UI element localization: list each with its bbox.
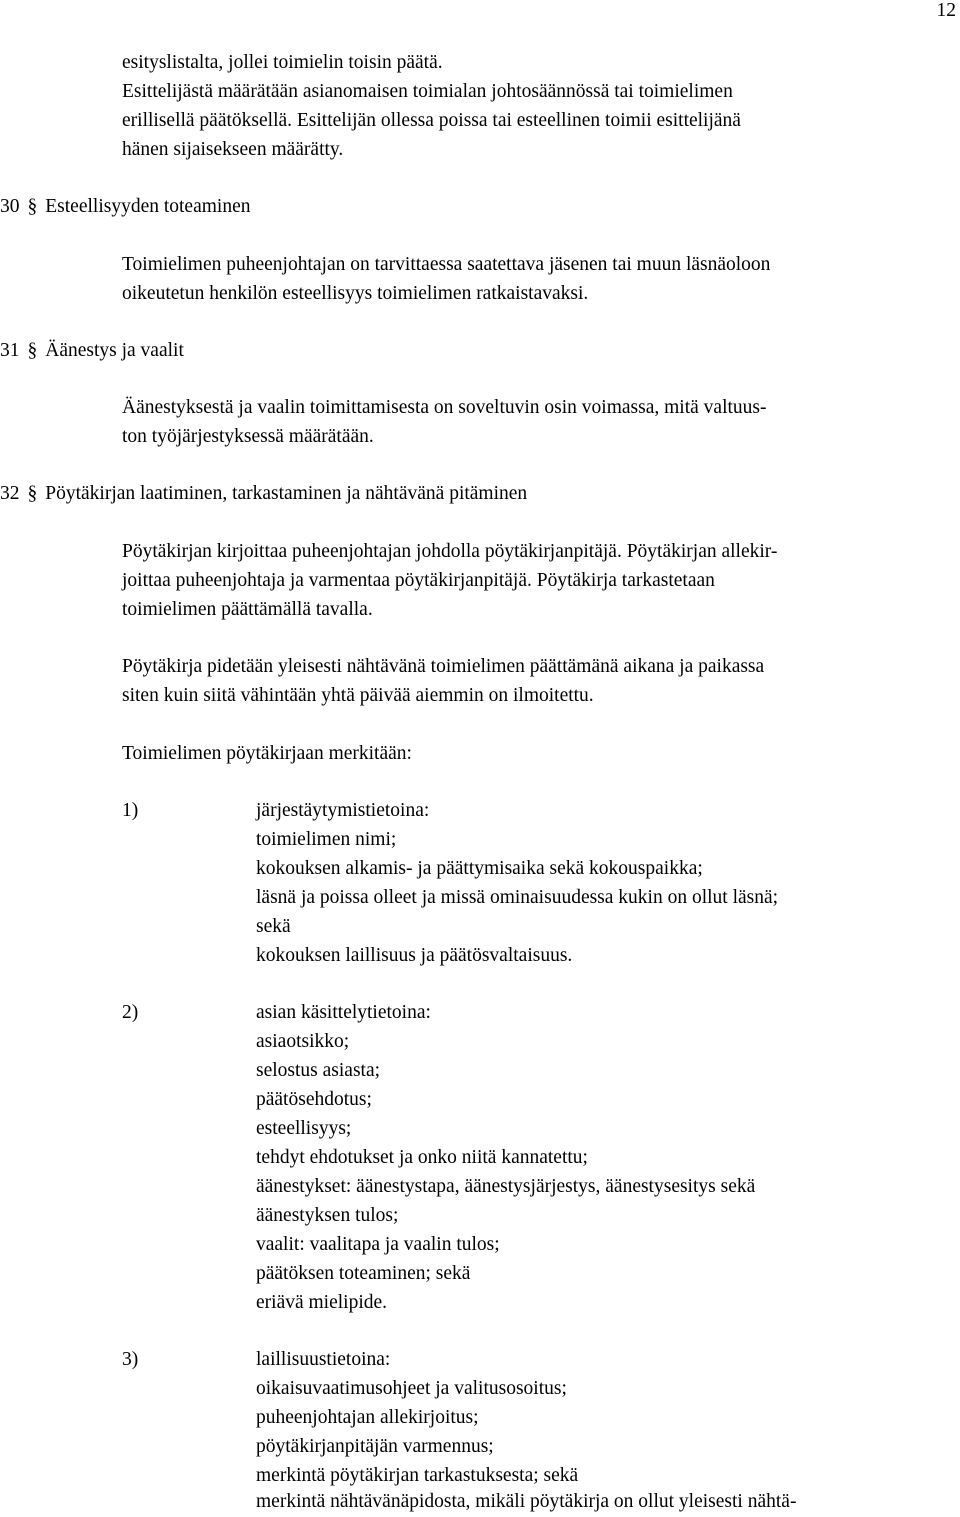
page-number: 12 xyxy=(936,0,956,21)
list-number: 1) xyxy=(122,800,139,821)
list-number: 3) xyxy=(122,1349,139,1370)
section-symbol: § xyxy=(27,483,38,504)
body-line: Toimielimen puheenjohtajan on tarvittaessa saatettava jäsenen tai muun läsnäoloon xyxy=(122,254,771,275)
body-line: toimielimen päättämällä tavalla. xyxy=(122,599,373,620)
list-item: kokouksen alkamis- ja päättymisaika sekä kokouspaikka; xyxy=(256,858,703,879)
section-number: 30 xyxy=(0,196,20,217)
list-item: äänestyksen tulos; xyxy=(256,1205,399,1226)
list-number: 2) xyxy=(122,1002,139,1023)
section-title: Äänestys ja vaalit xyxy=(45,340,184,361)
section-symbol: § xyxy=(27,196,38,217)
list-item: merkintä pöytäkirjan tarkastuksesta; sekä xyxy=(256,1465,579,1486)
list-item: läsnä ja poissa olleet ja missä ominaisuudessa kukin on ollut läsnä; xyxy=(256,887,779,908)
body-line: joittaa puheenjohtaja ja varmentaa pöytäkirjanpitäjä. Pöytäkirja tarkastetaan xyxy=(122,570,715,591)
list-item: äänestykset: äänestystapa, äänestysjärjestys, äänestysesitys sekä xyxy=(256,1176,756,1197)
list-item: laillisuustietoina: xyxy=(256,1349,391,1370)
intro-line: erillisellä päätöksellä. Esittelijän ollessa poissa tai esteellinen toimii esittelijänä xyxy=(122,110,741,131)
list-item: esteellisyys; xyxy=(256,1118,352,1139)
list-item: asian käsittelytietoina: xyxy=(256,1002,431,1023)
section-title: Pöytäkirjan laatiminen, tarkastaminen ja nähtävänä pitäminen xyxy=(45,483,528,504)
section-title: Esteellisyyden toteaminen xyxy=(45,196,251,217)
list-item: sekä xyxy=(256,916,291,937)
intro-line: Esittelijästä määrätään asianomaisen toimialan johtosäännössä tai toimielimen xyxy=(122,81,733,102)
list-item: merkintä nähtävänäpidosta, mikäli pöytäkirja on ollut yleisesti nähtä- xyxy=(256,1491,797,1512)
list-item: asiaotsikko; xyxy=(256,1031,350,1052)
list-item: toimielimen nimi; xyxy=(256,829,397,850)
section-number: 32 xyxy=(0,483,20,504)
intro-line: hänen sijaisekseen määrätty. xyxy=(122,139,344,160)
list-item: pöytäkirjanpitäjän varmennus; xyxy=(256,1436,494,1457)
body-line: Äänestyksestä ja vaalin toimittamisesta on soveltuvin osin voimassa, mitä valtuus- xyxy=(122,397,767,418)
section-heading xyxy=(0,196,251,218)
intro-line: esityslistalta, jollei toimielin toisin päätä. xyxy=(122,52,443,73)
list-item: puheenjohtajan allekirjoitus; xyxy=(256,1407,479,1428)
body-line: Pöytäkirjan kirjoittaa puheenjohtajan johdolla pöytäkirjanpitäjä. Pöytäkirjan allekir- xyxy=(122,541,778,562)
section-symbol: § xyxy=(27,340,38,361)
list-item: oikaisuvaatimusohjeet ja valitusosoitus; xyxy=(256,1378,567,1399)
body-line: Toimielimen pöytäkirjaan merkitään: xyxy=(122,743,412,764)
section-heading xyxy=(0,483,527,505)
body-line: oikeutetun henkilön esteellisyys toimielimen ratkaistavaksi. xyxy=(122,283,589,304)
list-item: vaalit: vaalitapa ja vaalin tulos; xyxy=(256,1234,500,1255)
body-line: siten kuin siitä vähintään yhtä päivää aiemmin on ilmoitettu. xyxy=(122,685,594,706)
list-item: päätöksen toteaminen; sekä xyxy=(256,1263,471,1284)
list-item: järjestäytymistietoina: xyxy=(256,800,430,821)
list-item: selostus asiasta; xyxy=(256,1060,381,1081)
list-item: kokouksen laillisuus ja päätösvaltaisuus. xyxy=(256,945,573,966)
section-heading xyxy=(0,340,184,362)
section-number: 31 xyxy=(0,340,20,361)
body-line: Pöytäkirja pidetään yleisesti nähtävänä toimielimen päättämänä aikana ja paikassa xyxy=(122,656,765,677)
list-item: eriävä mielipide. xyxy=(256,1292,388,1313)
list-item: tehdyt ehdotukset ja onko niitä kannatettu; xyxy=(256,1147,588,1168)
list-item: päätösehdotus; xyxy=(256,1089,372,1110)
body-line: ton työjärjestyksessä määrätään. xyxy=(122,426,374,447)
